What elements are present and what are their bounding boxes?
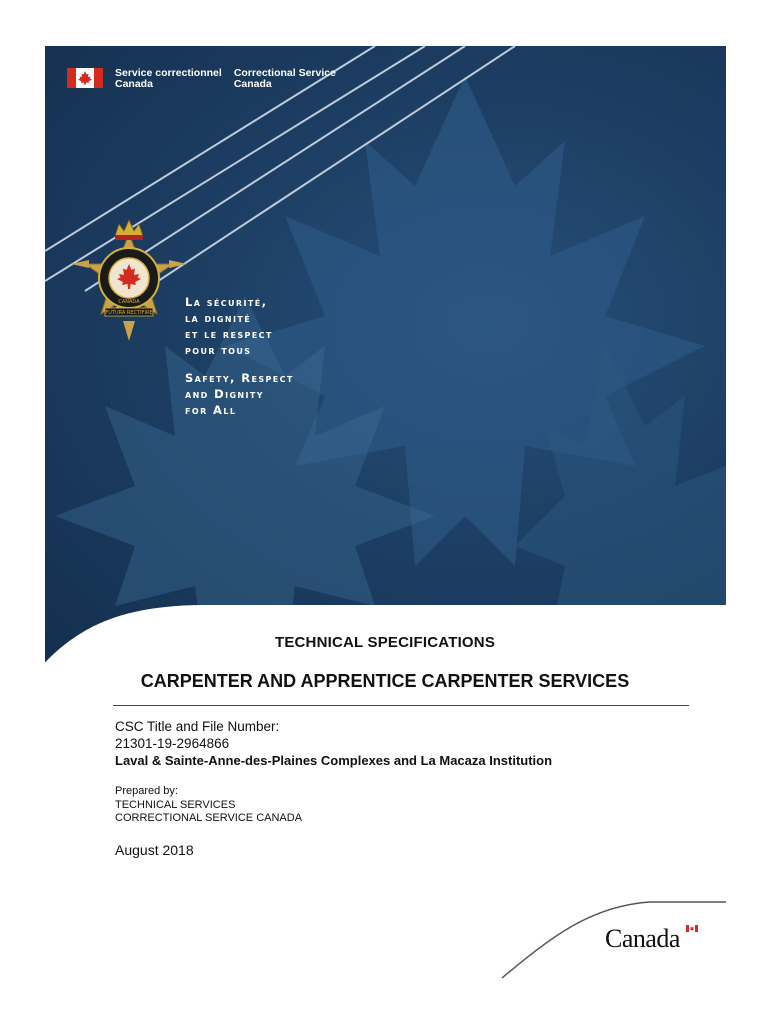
motto bbox=[185, 294, 294, 418]
csc-crest-icon bbox=[69, 216, 189, 346]
title-divider bbox=[113, 705, 689, 706]
identifier-fr-line1: Service correctionnel bbox=[115, 67, 222, 79]
crest-ring-bottom: CANADA bbox=[118, 299, 140, 305]
file-number: 21301-19-2964866 bbox=[115, 736, 230, 751]
motto-fr-line: La sécurité, bbox=[185, 295, 268, 309]
federal-identifier bbox=[67, 68, 336, 90]
canada-flag-small-icon bbox=[686, 925, 698, 932]
prepared-by-line2: CORRECTIONAL SERVICE CANADA bbox=[115, 812, 303, 824]
prepared-label: Prepared by: bbox=[115, 785, 178, 797]
identifier-en bbox=[234, 68, 336, 90]
document-title: CARPENTER AND APPRENTICE CARPENTER SERVICES bbox=[140, 671, 630, 691]
project-name: Laval & Sainte-Anne-des-Plaines Complexes and La Macaza Institution bbox=[115, 753, 553, 768]
file-info bbox=[115, 718, 552, 769]
prepared-by-line1: TECHNICAL SERVICES bbox=[115, 798, 236, 811]
file-label: CSC Title and File Number: bbox=[115, 719, 280, 734]
motto-en bbox=[185, 370, 294, 418]
crest-scroll-text: FUTURA RECTIFIRE bbox=[105, 310, 153, 316]
motto-fr-line: la dignité bbox=[185, 311, 252, 325]
cover-banner bbox=[45, 46, 726, 664]
identifier-fr bbox=[115, 68, 222, 90]
identifier-en-line2: Canada bbox=[233, 78, 272, 90]
motto-fr-line: et le respect bbox=[185, 327, 273, 341]
canada-flag-icon bbox=[67, 68, 103, 88]
maple-leaf-background bbox=[45, 46, 726, 664]
motto-fr bbox=[185, 294, 294, 358]
motto-en-line: for All bbox=[185, 403, 237, 417]
section-title: TECHNICAL SPECIFICATIONS bbox=[274, 634, 496, 651]
motto-en-line: Safety, Respect bbox=[185, 371, 294, 385]
document-date: August 2018 bbox=[115, 842, 194, 858]
motto-fr-line: pour tous bbox=[185, 343, 252, 357]
identifier-en-line1: Correctional Service bbox=[233, 67, 336, 79]
canada-wordmark: Canada bbox=[605, 924, 680, 953]
prepared-by bbox=[115, 785, 302, 826]
motto-en-line: and Dignity bbox=[185, 387, 264, 401]
identifier-fr-line2: Canada bbox=[115, 78, 153, 90]
